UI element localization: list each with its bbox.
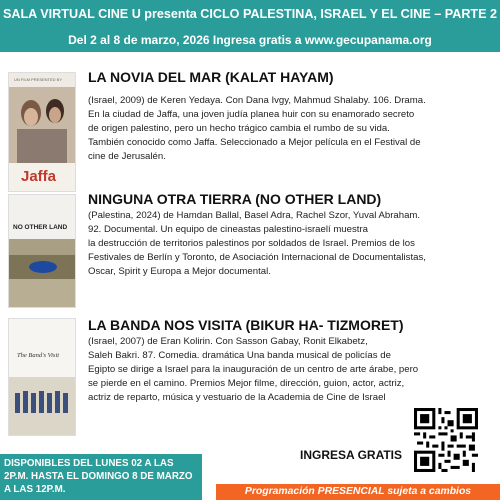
poster-title-text: Jaffa [21,168,57,185]
poster-title-text: The Band's Visit [17,352,60,359]
poster-no-other-land [8,194,76,308]
svg-text:UN FILM PRESENTED BY: UN FILM PRESENTED BY [14,77,63,82]
poster-la-novia-del-mar [8,72,76,192]
poster-no-other-land-image [9,195,75,307]
cycle-title: SALA VIRTUAL CINE U presenta CICLO PALESTINA, ISRAEL Y EL CINE – PARTE 2 [2,7,498,21]
poster-jaffa-image [9,73,75,191]
presencial-banner [216,484,500,500]
free-entry-label: INGRESA GRATIS [300,448,403,462]
presencial-text: Programación PRESENCIAL sujeta a cambios [244,486,472,497]
film-description: (Israel, 2007) de Eran Kolirin. Con Sasson Gabay, Ronit Elkabetz, Saleh Bakri. 87. Comedia. dramática Una banda musical de policías de Egipto se dirige a Israel para la inauguración de un centro de arte árabe, pero se pierde en el camino. Premios Mejor filme, dirección, guion, actor, actriz, actriz de reparto, música y vestuario de la Academia de Cine de Israel [88,336,419,403]
availability-banner [0,454,202,500]
poster-bands-visit-image [9,319,75,435]
dates-website-subtitle: Del 2 al 8 de marzo, 2026 Ingresa gratis a www.gecupanama.org [68,33,432,47]
film-description: (Palestina, 2024) de Hamdan Ballal, Basel Adra, Rachel Szor, Yuval Abraham. 92. Documental. Un equipo de cineastas palestino-israelí muestra la destrucción de territorios palestinos por soldados de Israel. Premios de los Festivales de Berlín y Toronto, de Asociación Internacional de Documentalistas, Oscar, Spirit y Europa a Mejor documental. [88,210,426,277]
poster-title-text: NO OTHER LAND [13,224,68,231]
poster-la-banda-nos-visita [8,318,76,436]
film-description: (Israel, 2009) de Keren Yedaya. Con Dana Ivgy, Mahmud Shalaby. 106. Drama. En la ciudad de Jaffa, una joven judía planea huir con su enamorado secreto de origen palestino, pero un hecho trágico cambia el rumbo de su vida. También conocido como Jaffa. Seleccionado a Mejor película en el Festival de cine de Jerusalén. [88,95,426,162]
film-title: LA NOVIA DEL MAR (KALAT HAYAM) [88,69,334,85]
film-title: NINGUNA OTRA TIERRA (NO OTHER LAND) [88,191,382,207]
qr-code-icon[interactable] [414,408,478,472]
availability-text: DISPONIBLES DEL LUNES 02 A LAS 2P.M. HASTA EL DOMINGO 8 DE MARZO A LAS 12P.M. [4,458,193,495]
header-banner [0,0,500,52]
film-title: LA BANDA NOS VISITA (BIKUR HA- TIZMORET) [88,317,404,333]
